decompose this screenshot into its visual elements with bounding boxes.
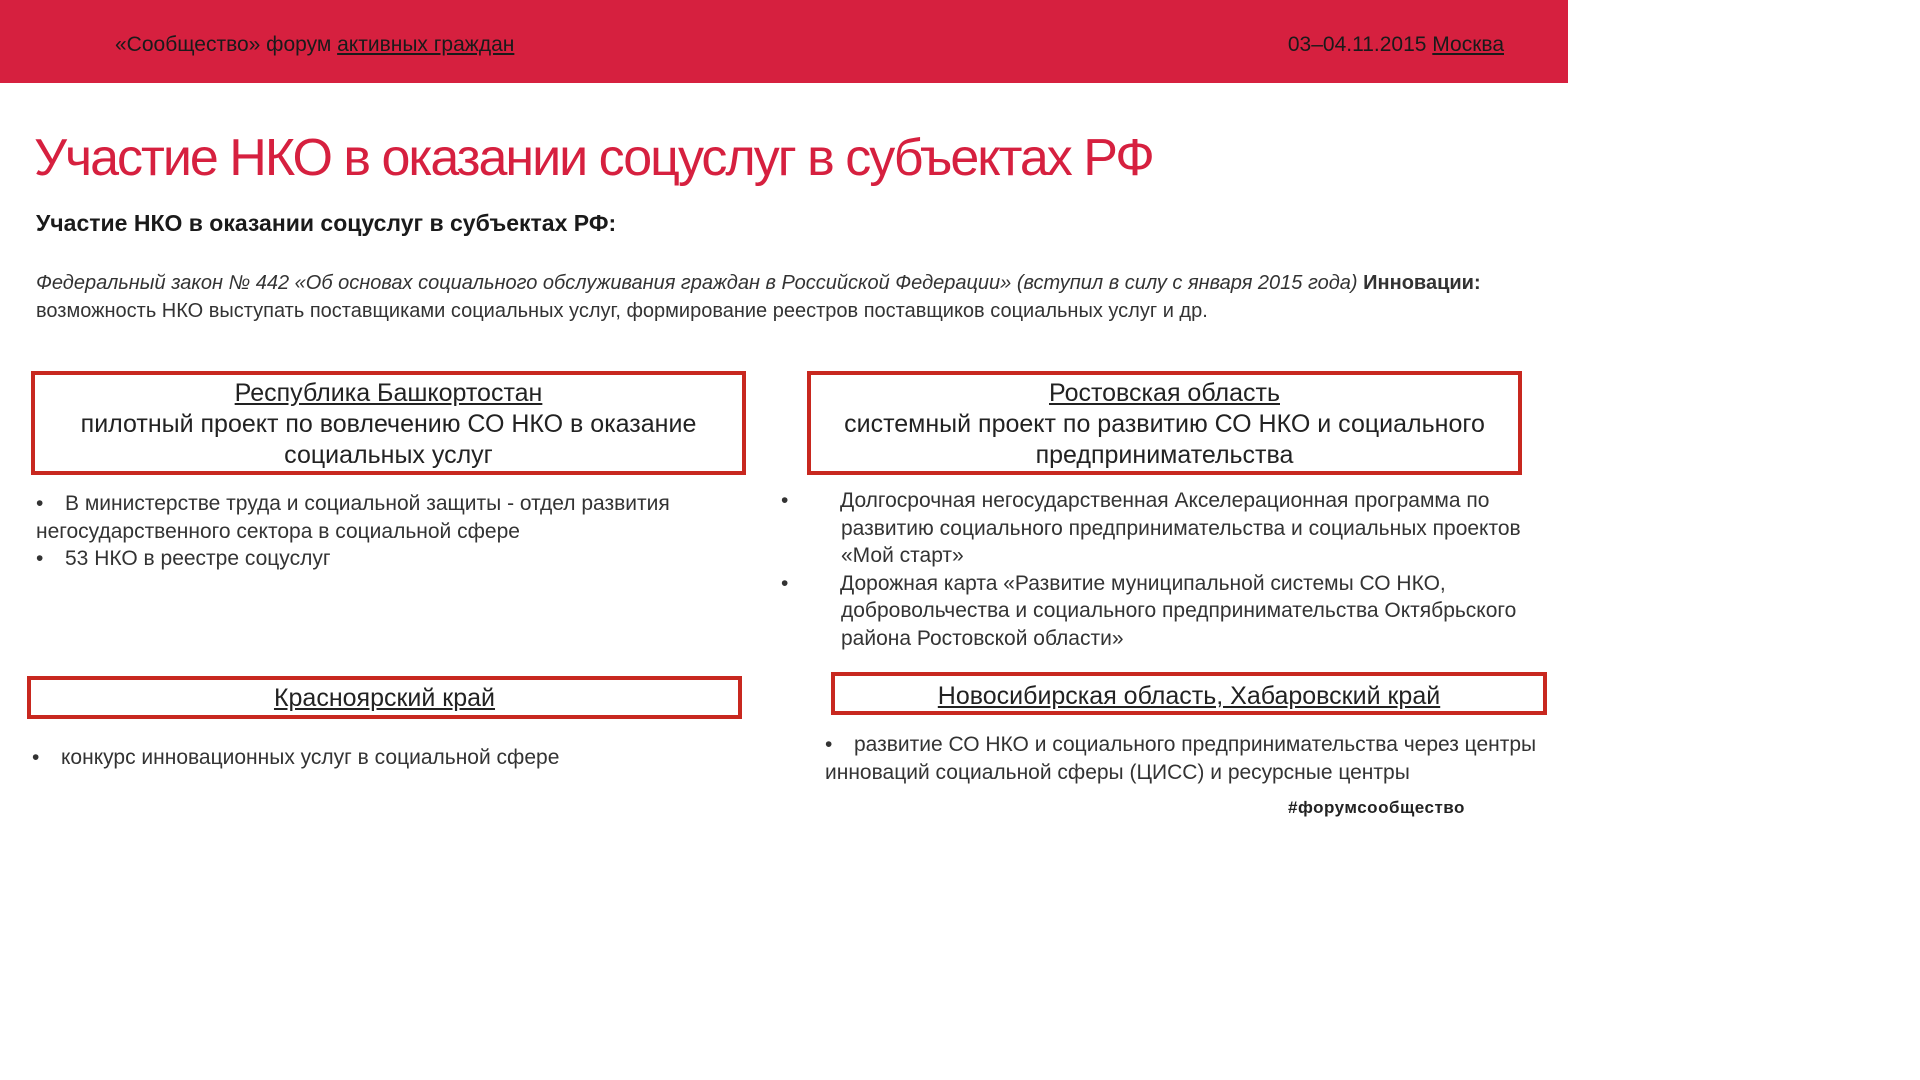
event-date: 03–04.11.2015 bbox=[1287, 33, 1433, 56]
hashtag: #форумсообщество bbox=[1288, 798, 1465, 817]
region-name[interactable]: Красноярский край bbox=[273, 684, 496, 712]
subtitle: Участие НКО в оказании соцуслуг в субъектах РФ: bbox=[36, 210, 617, 236]
bullet: • bbox=[32, 746, 40, 769]
region-list-novosibirsk-khabarovsk bbox=[825, 731, 1565, 786]
intro-paragraph bbox=[36, 270, 1536, 325]
bullet: • bbox=[825, 733, 833, 756]
list-item: • конкурс инновационных услуг в социальной сфере bbox=[32, 744, 732, 772]
region-box-novosibirsk-khabarovsk bbox=[831, 672, 1547, 715]
bullet: • bbox=[36, 547, 44, 570]
forum-link[interactable]: активных граждан bbox=[337, 33, 515, 56]
region-name[interactable]: Республика Башкортостан bbox=[234, 379, 543, 407]
bullet: • bbox=[36, 492, 44, 515]
list-item: • развитие СО НКО и социального предпринимательства через центры инноваций социальной сферы (ЦИСС) и ресурсные центры bbox=[825, 733, 1537, 784]
region-name[interactable]: Ростовская область bbox=[1049, 379, 1280, 407]
bullet: • bbox=[781, 489, 789, 512]
region-list-rostov bbox=[781, 487, 1531, 652]
forum-prefix: «Сообщество» форум bbox=[115, 33, 338, 56]
bullet: • bbox=[781, 571, 789, 595]
list-item: • 53 НКО в реестре соцуслуг bbox=[36, 545, 676, 573]
region-box-rostov bbox=[807, 371, 1522, 475]
innovations-label: Инновации: bbox=[1363, 272, 1481, 294]
region-box-bashkortostan bbox=[31, 371, 746, 475]
event-city-link[interactable]: Москва bbox=[1432, 33, 1504, 56]
region-name[interactable]: Новосибирская область, Хабаровский край bbox=[937, 682, 1441, 710]
region-list-krasnoyarsk bbox=[32, 744, 732, 772]
list-item: • В министерстве труда и социальной защиты - отдел развития негосударственного сектора в социальной сфере bbox=[36, 492, 670, 543]
region-description: системный проект по развитию СО НКО и социального предпринимательства bbox=[844, 410, 1485, 469]
event-date-place bbox=[1288, 33, 1504, 57]
list-item: • Дорожная карта «Развитие муниципальной системы СО НКО, добровольчества и социального предпринимательства Октябрьского района Ростовской области» bbox=[781, 571, 1517, 650]
page-title: Участие НКО в оказании соцуслуг в субъектах РФ bbox=[34, 129, 1153, 187]
region-description: пилотный проект по вовлечению СО НКО в оказание социальных услуг bbox=[80, 410, 697, 469]
region-box-krasnoyarsk bbox=[27, 676, 742, 719]
header-bar bbox=[0, 0, 1568, 83]
region-list-bashkortostan bbox=[36, 490, 676, 573]
innovations-text: возможность НКО выступать поставщиками социальных услуг, формирование реестров поставщиков социальных услуг и др. bbox=[36, 299, 1208, 322]
forum-name bbox=[115, 33, 514, 57]
law-reference: Федеральный закон № 442 «Об основах социального обслуживания граждан в Российской Федерации» (вступил в силу с января 2015 года) bbox=[36, 272, 1358, 294]
list-item: • Долгосрочная негосударственная Акселерационная программа по развитию социального предпринимательства и социальных проектов «Мой старт» bbox=[781, 489, 1521, 567]
